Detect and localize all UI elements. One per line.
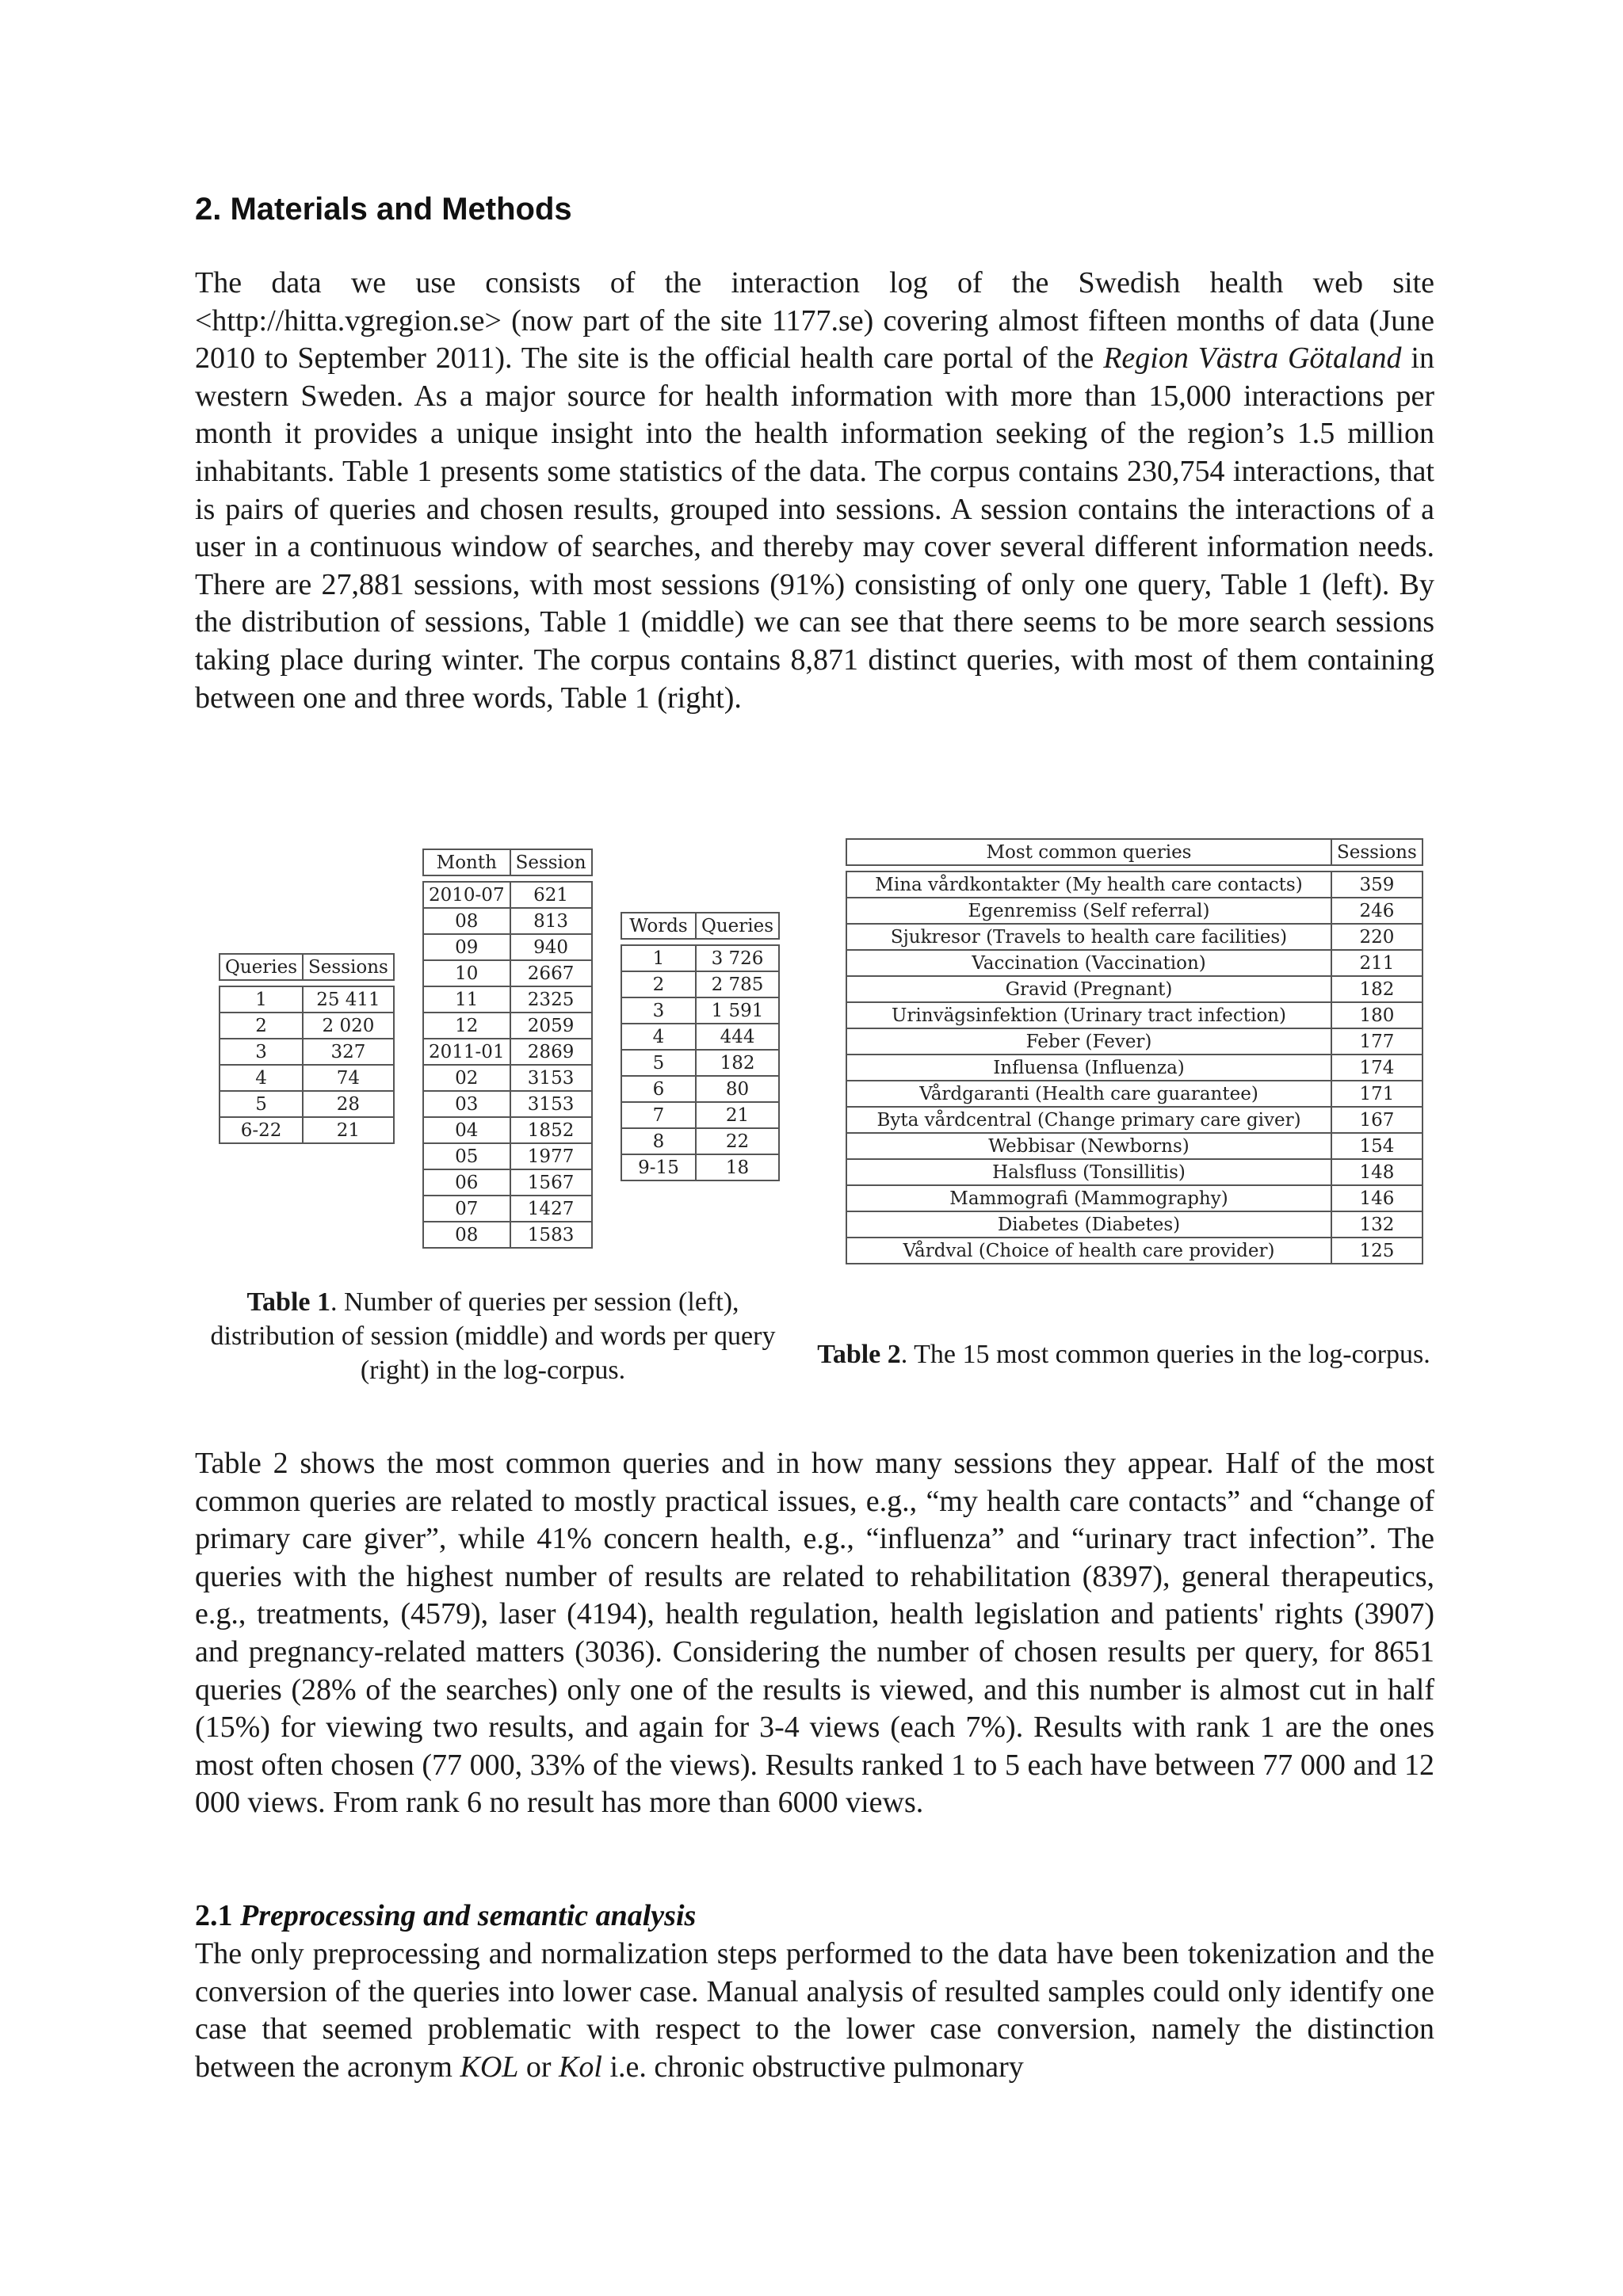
table-cell: 2 020 [303, 1013, 394, 1039]
table-cell: 1583 [510, 1222, 592, 1248]
table-row [423, 882, 592, 908]
table-row [621, 1050, 779, 1076]
table-body [621, 939, 779, 1180]
table-cell: 05 [423, 1143, 510, 1169]
table-row [423, 960, 592, 986]
table-row [423, 1013, 592, 1039]
table-cell: 180 [1331, 1002, 1423, 1028]
table-cell: 3 726 [696, 945, 779, 971]
table-cell: 1567 [510, 1169, 592, 1196]
table-row [846, 950, 1423, 976]
column-header: Words [621, 913, 696, 939]
table-cell: 154 [1331, 1133, 1423, 1159]
table-cell: 167 [1331, 1107, 1423, 1133]
table-body [423, 875, 592, 1248]
paragraph-text: in western Sweden. As a major source for health information with more than 15,000 interactions per month it provides a unique insight into the health information seeking of the region’s 1.5 million inhabitants. Table 1 presents some statistics of the data. The corpus contains 230,754 interactions, that is pairs of queries and chosen results, grouped into sessions. A session contains the interactions of a user in a continuous window of searches, and thereby may cover several different information needs. There are 27,881 sessions, with most sessions (91%) consisting of only one query, Table 1 (left). By the distribution of sessions, Table 1 (middle) we can see that there seems to be more search sessions taking place during winter. The corpus contains 8,871 distinct queries, with most of them containing between one and three words, Table 1 (right). [195, 341, 1434, 715]
table-cell: 171 [1331, 1081, 1423, 1107]
table-cell: 8 [621, 1128, 696, 1154]
table-cell: 146 [1331, 1185, 1423, 1211]
table-row [423, 1117, 592, 1143]
table-cell: 621 [510, 882, 592, 908]
table-row [220, 1091, 394, 1117]
table-cell: 327 [303, 1039, 394, 1065]
table-cell: 125 [1331, 1238, 1423, 1264]
table-row [423, 908, 592, 934]
table-row [846, 1185, 1423, 1211]
column-header: Sessions [1331, 839, 1423, 865]
table-row [846, 924, 1423, 950]
paragraph-text: The only preprocessing and normalization steps performed to the data have been tokenization and the conversion of the queries into lower case. Manual analysis of resulted samples could only identify one case that seemed problematic with respect to the lower case conversion, namely the distinction between the acronym [195, 1937, 1434, 2084]
paragraph-text: i.e. chronic obstructive pulmonary [601, 2050, 1024, 2084]
table-row [846, 898, 1423, 924]
table-cell: 4 [220, 1065, 303, 1091]
paragraph-text: The data we use consists of the interaction log of the Swedish health web site <http://hitta.vgregion.se> (now part of the site 1177.se) covering almost fifteen months of data (June 2010 to September 2011). The site is the official health care portal of the [195, 266, 1434, 376]
table-cell: 220 [1331, 924, 1423, 950]
table-row [423, 934, 592, 960]
table-row [423, 986, 592, 1013]
table-row [621, 945, 779, 971]
table-row [220, 1039, 394, 1065]
table-row [423, 1039, 592, 1065]
table-cell: 08 [423, 1222, 510, 1248]
column-header: Session [510, 849, 592, 875]
caption-label: Table 2 [817, 1340, 901, 1369]
table-cell: 211 [1331, 950, 1423, 976]
table-row [846, 1238, 1423, 1264]
table-row [621, 1154, 779, 1180]
table-cell: 25 411 [303, 986, 394, 1013]
table1-caption [206, 1285, 780, 1387]
table-cell: 174 [1331, 1055, 1423, 1081]
table-cell: 2325 [510, 986, 592, 1013]
table-row [220, 1013, 394, 1039]
region-name: Region Västra Götaland [1103, 341, 1402, 376]
table-cell: Vaccination (Vaccination) [846, 950, 1331, 976]
paragraph-text: or [518, 2050, 559, 2084]
column-header: Sessions [303, 954, 394, 980]
table-cell: 6 [621, 1076, 696, 1102]
table1-right-words-per-query [621, 912, 780, 1181]
table-header-row [220, 954, 394, 980]
table-cell: Vårdval (Choice of health care provider) [846, 1238, 1331, 1264]
table-cell: 28 [303, 1091, 394, 1117]
table-cell: 6-22 [220, 1117, 303, 1143]
table-row [423, 1091, 592, 1117]
table-cell: 11 [423, 986, 510, 1013]
table-cell: 148 [1331, 1159, 1423, 1185]
acronym: Kol [559, 2050, 602, 2084]
table-row [423, 1065, 592, 1091]
table-cell: Mina vårdkontakter (My health care contacts) [846, 871, 1331, 898]
table2-caption [816, 1337, 1431, 1371]
table-cell: 1 591 [696, 997, 779, 1024]
table-cell: Vårdgaranti (Health care guarantee) [846, 1081, 1331, 1107]
table-cell: 2869 [510, 1039, 592, 1065]
table-cell: 2 785 [696, 971, 779, 997]
table-cell: 18 [696, 1154, 779, 1180]
column-header: Queries [696, 913, 779, 939]
table-row [846, 1002, 1423, 1028]
table-row [846, 976, 1423, 1002]
table-cell: 7 [621, 1102, 696, 1128]
table-row [846, 1028, 1423, 1055]
table-cell: 2059 [510, 1013, 592, 1039]
table-row [220, 986, 394, 1013]
table-cell: Sjukresor (Travels to health care facilities) [846, 924, 1331, 950]
table-cell: 940 [510, 934, 592, 960]
table-cell: Influensa (Influenza) [846, 1055, 1331, 1081]
table-row [846, 1055, 1423, 1081]
table-cell: 80 [696, 1076, 779, 1102]
table-row [621, 1102, 779, 1128]
table-cell: 813 [510, 908, 592, 934]
table-cell: 2011-01 [423, 1039, 510, 1065]
table-cell: 246 [1331, 898, 1423, 924]
table-header-row [423, 849, 592, 875]
table-row [621, 997, 779, 1024]
table-cell: 3153 [510, 1065, 592, 1091]
subsection-number: 2.1 [195, 1899, 233, 1932]
table-cell: 177 [1331, 1028, 1423, 1055]
paragraph-preprocessing [195, 1936, 1434, 2086]
table-cell: 359 [1331, 871, 1423, 898]
acronym: KOL [460, 2050, 519, 2084]
table-row [846, 1211, 1423, 1238]
table-cell: 1977 [510, 1143, 592, 1169]
table-cell: 1427 [510, 1196, 592, 1222]
table-cell: 1 [220, 986, 303, 1013]
table-body [220, 980, 394, 1143]
table-cell: Egenremiss (Self referral) [846, 898, 1331, 924]
table-cell: 2 [220, 1013, 303, 1039]
table-row [220, 1065, 394, 1091]
table-row [621, 1128, 779, 1154]
table-cell: 22 [696, 1128, 779, 1154]
table-cell: Byta vårdcentral (Change primary care giver) [846, 1107, 1331, 1133]
table-cell: 12 [423, 1013, 510, 1039]
table-cell: 3153 [510, 1091, 592, 1117]
table-cell: 4 [621, 1024, 696, 1050]
table-row [846, 1107, 1423, 1133]
table-cell: 5 [220, 1091, 303, 1117]
table-cell: 182 [1331, 976, 1423, 1002]
table-cell: Halsfluss (Tonsillitis) [846, 1159, 1331, 1185]
table-row [846, 1081, 1423, 1107]
table1-middle-sessions-per-month [422, 849, 593, 1249]
section-heading: 2. Materials and Methods [195, 192, 572, 227]
table-cell: 3 [621, 997, 696, 1024]
table2-most-common-queries [846, 838, 1423, 1264]
table-cell: Urinvägsinfektion (Urinary tract infection) [846, 1002, 1331, 1028]
paragraph-query-analysis: Table 2 shows the most common queries and in how many sessions they appear. Half of the most common queries are related to mostly practical issues, e.g., “my health care contacts” and “change of primary care giver”, while 41% concern health, e.g., “influenza” and “urinary tract infection”. The queries with the highest number of results are related to rehabilitation (8397), general therapeutics, e.g., treatments, (4579), laser (4194), health regulation, health legislation and patients' rights (3907) and pregnancy-related matters (3036). Considering the number of chosen results per query, for 8651 queries (28% of the searches) only one of the results is viewed, and this number is almost cut in half (15%) for viewing two results, and again for 3-4 views (each 7%). Results with rank 1 are the ones most often chosen (77 000, 33% of the views). Results ranked 1 to 5 each have between 77 000 and 12 000 views. From rank 6 no result has more than 6000 views. [195, 1447, 1434, 1820]
table-cell: Diabetes (Diabetes) [846, 1211, 1331, 1238]
table-cell: Webbisar (Newborns) [846, 1133, 1331, 1159]
table-cell: Mammografi (Mammography) [846, 1185, 1331, 1211]
table-cell: Gravid (Pregnant) [846, 976, 1331, 1002]
table-cell: 04 [423, 1117, 510, 1143]
column-header: Month [423, 849, 510, 875]
caption-text: . The 15 most common queries in the log-corpus. [900, 1340, 1430, 1369]
table-row [621, 1076, 779, 1102]
table-row [621, 1024, 779, 1050]
table1-left-queries-per-session [219, 953, 395, 1144]
table-cell: 02 [423, 1065, 510, 1091]
table-cell: 1852 [510, 1117, 592, 1143]
table-row [846, 1159, 1423, 1185]
subsection-title: Preprocessing and semantic analysis [240, 1899, 697, 1932]
table-cell: 132 [1331, 1211, 1423, 1238]
table-cell: 2 [621, 971, 696, 997]
table-cell: 2010-07 [423, 882, 510, 908]
caption-text: . Number of queries per session (left), distribution of session (middle) and words per query (right) in the log-corpus. [210, 1287, 776, 1385]
table-body [846, 865, 1423, 1264]
table-cell: 74 [303, 1065, 394, 1091]
table-row [423, 1196, 592, 1222]
caption-label: Table 1 [246, 1287, 330, 1317]
table-cell: Feber (Fever) [846, 1028, 1331, 1055]
subsection-heading [195, 1897, 696, 1936]
table-row [846, 871, 1423, 898]
table-cell: 444 [696, 1024, 779, 1050]
table-cell: 06 [423, 1169, 510, 1196]
table-cell: 5 [621, 1050, 696, 1076]
table-cell: 1 [621, 945, 696, 971]
table-cell: 21 [303, 1117, 394, 1143]
table-row [423, 1222, 592, 1248]
table-cell: 3 [220, 1039, 303, 1065]
table-row [220, 1117, 394, 1143]
table-cell: 2667 [510, 960, 592, 986]
table-cell: 21 [696, 1102, 779, 1128]
column-header: Most common queries [846, 839, 1331, 865]
table-header-row [846, 839, 1423, 865]
table-cell: 08 [423, 908, 510, 934]
table-cell: 03 [423, 1091, 510, 1117]
table-row [621, 971, 779, 997]
table-cell: 10 [423, 960, 510, 986]
column-header: Queries [220, 954, 303, 980]
table-cell: 9-15 [621, 1154, 696, 1180]
table-cell: 182 [696, 1050, 779, 1076]
table-header-row [621, 913, 779, 939]
table-row [423, 1143, 592, 1169]
table-row [423, 1169, 592, 1196]
table-row [846, 1133, 1423, 1159]
table-cell: 07 [423, 1196, 510, 1222]
table-cell: 09 [423, 934, 510, 960]
paragraph-data-description [195, 265, 1434, 717]
